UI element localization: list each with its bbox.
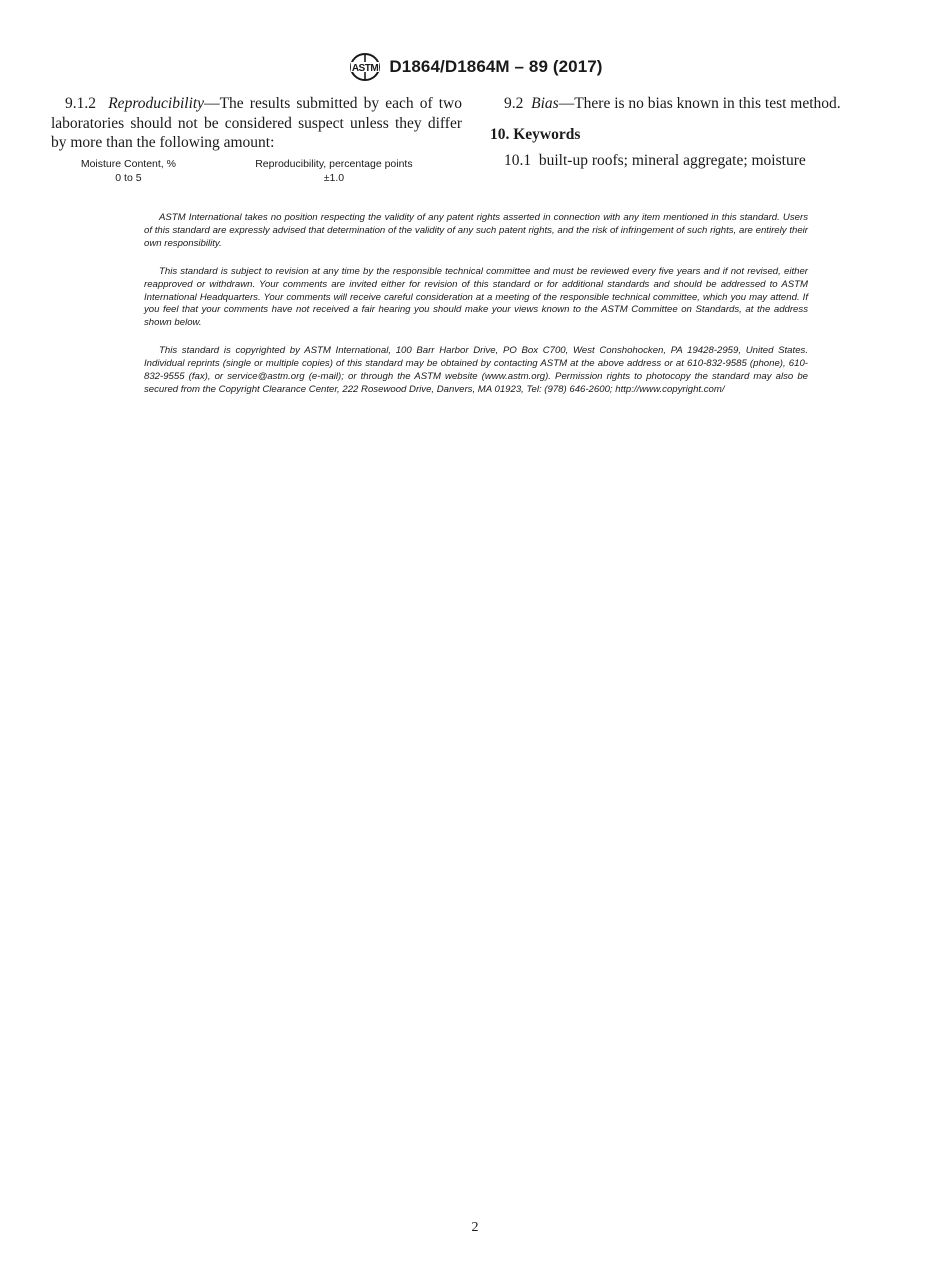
- astm-logo-icon: [347, 51, 383, 83]
- left-column: [51, 94, 462, 185]
- section-text: —There is no bias known in this test method.: [558, 95, 841, 112]
- revision-notice: This standard is subject to revision at any time by the responsible technical committee and must be reviewed every five years and if not revised, either reapproved or withdrawn. Your comments are invited either for revision of this standard or for additional standards and should be addressed to ASTM International Headquarters. Your comments will receive careful consideration at a meeting of the responsible technical committee, which you may attend. If you feel that your comments have not received a fair hearing you should make your views known to the ASTM Committee on Standards, at the address shown below.: [144, 265, 808, 329]
- section-9-1-2: [51, 94, 462, 153]
- document-designation: D1864/D1864M – 89 (2017): [389, 57, 603, 76]
- copyright-notice: This standard is copyrighted by ASTM International, 100 Barr Harbor Drive, PO Box C700, West Conshohocken, PA 19428-2959, United States. Individual reprints (single or multiple copies) of this standard may be obtained by contacting ASTM at the above address or at 610-832-9585 (phone), 610-832-9555 (fax), or service@astm.org (e-mail); or through the ASTM website (www.astm.org). Permission rights to photocopy the standard may also be secured from the Copyright Clearance Center, 222 Rosewood Drive, Danvers, MA 01923, Tel: (978) 646-2600; http://www.copyright.com/: [144, 345, 808, 395]
- page-number: 2: [471, 1220, 479, 1235]
- section-number: 9.1.2: [65, 95, 96, 112]
- table-header-row: [51, 157, 462, 171]
- table-header: Moisture Content, %: [80, 157, 176, 170]
- section-number: 9.2: [504, 95, 524, 112]
- legal-notices: [144, 212, 808, 412]
- table-header: Reproducibility, percentage points: [255, 157, 413, 170]
- section-10-1: [490, 151, 870, 171]
- svg-text:ASTM: ASTM: [352, 63, 379, 74]
- section-text: —The results submitted by each of two laboratories should not be considered suspect unless they differ by more than the following amount:: [51, 95, 462, 151]
- section-9-2: [490, 94, 870, 114]
- section-title: Reproducibility: [108, 95, 205, 112]
- keywords-text: built-up roofs; mineral aggregate; moisture: [538, 151, 806, 169]
- table-cell: 0 to 5: [115, 171, 142, 184]
- table-cell: ±1.0: [323, 171, 345, 184]
- section-number: 10.1: [504, 151, 532, 169]
- table-row: [51, 171, 462, 185]
- keywords-heading: 10. Keywords: [490, 125, 581, 143]
- reproducibility-table: [51, 157, 462, 185]
- patent-notice: ASTM International takes no position respecting the validity of any patent rights asserted in connection with any item mentioned in this standard. Users of this standard are expressly advised that determination of the validity of any such patent rights, and the risk of infringement of such rights, are entirely their own responsibility.: [144, 212, 808, 249]
- section-title: Bias: [531, 95, 559, 112]
- document-header: [0, 50, 950, 84]
- right-column: [490, 94, 870, 170]
